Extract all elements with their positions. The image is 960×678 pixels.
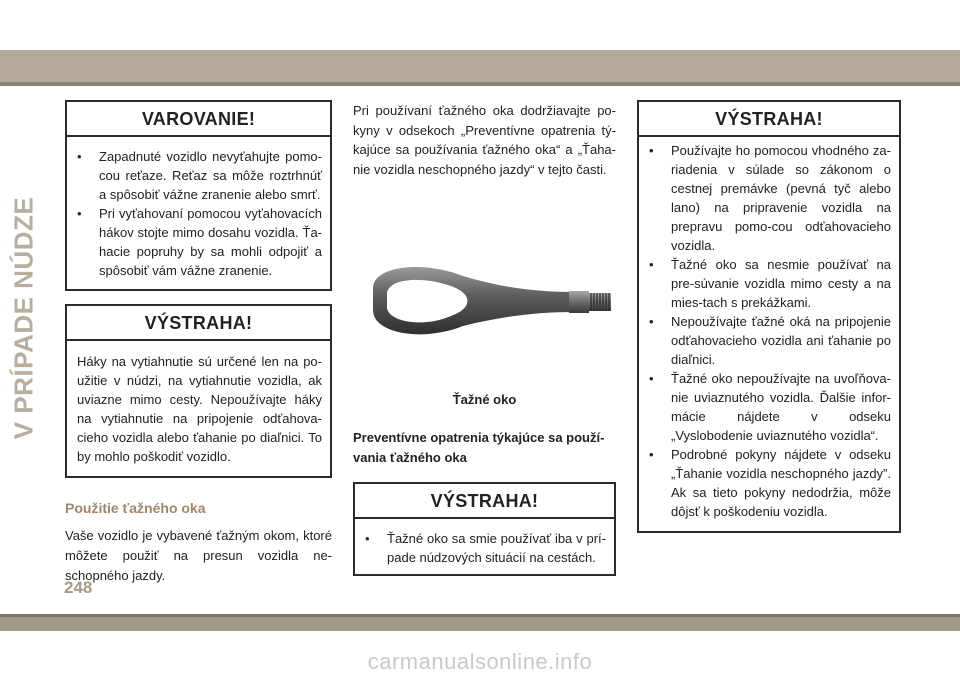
caution-title: VÝSTRAHA! [67, 306, 330, 341]
caution-title: VÝSTRAHA! [355, 484, 614, 519]
caution-box-hooks [65, 304, 332, 478]
column-right [637, 100, 901, 533]
side-chapter-title-text: V PRÍPADE NÚDZE [8, 196, 39, 440]
caution-item: • Ťažné oko sa smie používať iba v prí-pade núdzových situácií na cestách. [365, 529, 606, 567]
warning-item: • Zapadnuté vozidlo nevyťahujte pomo-cou reťaze. Reťaz sa môže roztrhnúť a spôsobiť vážne zranenie alebo smrť. [77, 147, 322, 204]
caution-item: • Nepoužívajte ťažné oká na pripojenie odťahovacieho vozidla ani ťahanie po diaľnici. [649, 312, 891, 369]
caution-item: • Ťažné oko sa nesmie používať na pre-súvanie vozidla mimo cesty a na mies-tach s prekážkami. [649, 255, 891, 312]
intro-paragraph: Pri používaní ťažného oka dodržiavajte po-kyny v odsekoch „Preventívne opatrenia tý-kajúce sa používania ťažného oka“ a „Ťaha-nie vozidla neschopného jazdy“ v tejto časti. [353, 103, 616, 177]
caution-item: • Podrobné pokyny nájdete v odseku „Ťahanie vozidla neschopného jazdy”. Ak sa tieto pokyny nedodržia, môže dôjsť k poškodeniu vozidla. [649, 445, 891, 521]
tow-eye-image [353, 258, 616, 348]
bottom-band [0, 614, 960, 631]
top-band [0, 50, 960, 86]
caution-text: Háky na vytiahnutie sú určené len na po-užitie v núdzi, na vytiahnutie vozidla, ak uviazne mimo cesty. Nepoužívajte háky na vytiahnutie na pripojenie odťahova-cieho vozidla alebo ťahanie po diaľnici. To by mohlo poškodiť vozidlo. [77, 354, 322, 464]
precautions-subheading: Preventívne opatrenia týkajúce sa použí-vania ťažného oka [353, 430, 605, 465]
warning-item: • Pri vyťahovaní pomocou vyťahovacích hákov stojte mimo dosahu vozidla. Ťa-hacie popruhy by sa mohli odpojiť a spôsobiť vám vážne zranenie. [77, 204, 322, 280]
watermark: carmanualsonline.info [367, 649, 593, 674]
caution-box-usage [637, 100, 901, 533]
warning-title: VAROVANIE! [67, 102, 330, 137]
caution-title: VÝSTRAHA! [639, 102, 899, 137]
section-heading: Použitie ťažného oka [65, 500, 206, 516]
tow-eye-figure [353, 233, 616, 407]
caution-item: • Používajte ho pomocou vhodného za-riadenia v súlade so zákonom o cestnej premávke (pevná tyč alebo lano) na pripravenie vozidla na prepravu pomo-cou odťahovacieho vozidla. [649, 141, 891, 255]
warning-box [65, 100, 332, 291]
figure-caption: Ťažné oko [452, 392, 517, 407]
section-body: Vaše vozidlo je vybavené ťažným okom, ktoré môžete použiť na presun vozidla ne-schopného jazdy. [65, 528, 332, 583]
page-number: 248 [64, 578, 93, 597]
column-middle [353, 100, 616, 576]
caution-item: • Ťažné oko nepoužívajte na uvoľňova-nie uviaznutého vozidla. Ďalšie infor-mácie nájdete v odseku „Vyslobodenie uviaznutého vozidla“. [649, 369, 891, 445]
column-left [65, 100, 332, 586]
warning-list [77, 147, 322, 280]
caution-box-emergency [353, 482, 616, 576]
